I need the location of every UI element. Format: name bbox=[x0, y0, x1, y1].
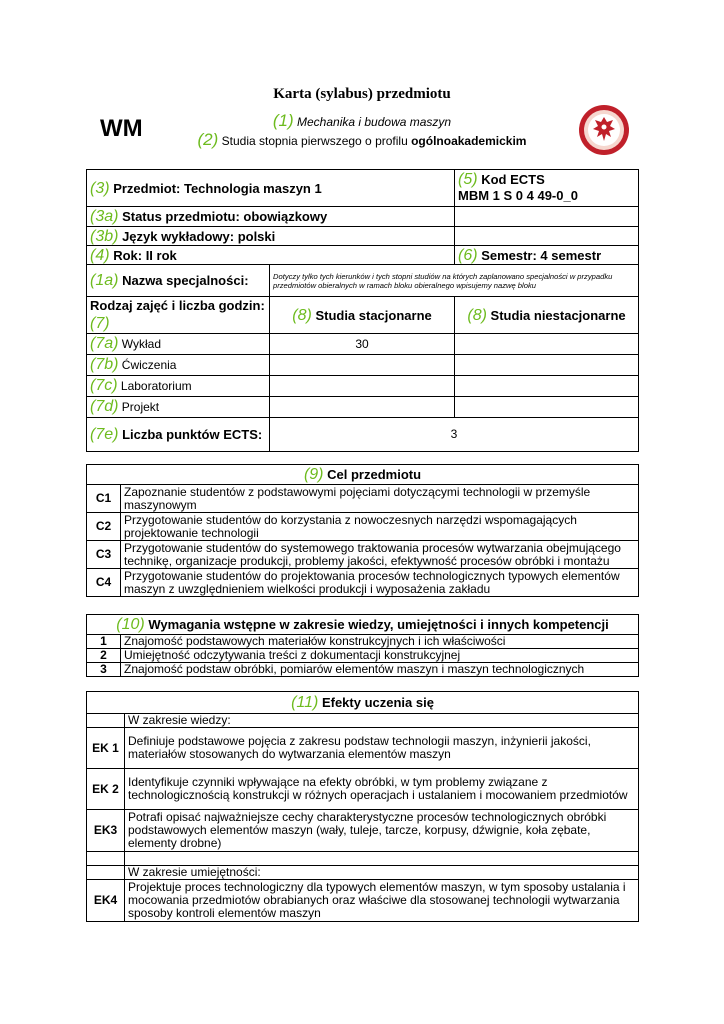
ects-points-label: Liczba punktów ECTS: bbox=[122, 427, 263, 442]
outcome-row bbox=[87, 810, 639, 852]
class-type-label: Wykład bbox=[121, 337, 162, 351]
goal-text: Przygotowanie studentów do korzystania z nowoczesnych narzędzi wspomagających projektowanie technologii bbox=[121, 513, 639, 541]
goal-row bbox=[87, 485, 639, 513]
field-of-study: Mechanika i budowa maszyn bbox=[297, 115, 452, 129]
subject-info-table bbox=[86, 169, 639, 452]
requirements-title: Wymagania wstępne w zakresie wiedzy, umiejętności i innych kompetencji bbox=[148, 617, 609, 632]
requirements-header bbox=[87, 615, 639, 635]
outcome-id: EK 2 bbox=[87, 769, 125, 810]
subject-number: (3) bbox=[90, 179, 110, 197]
outcome-row bbox=[87, 728, 639, 769]
subject-name-cell bbox=[87, 170, 455, 207]
specialty-label: Nazwa specjalności: bbox=[122, 273, 249, 288]
language-cell bbox=[87, 227, 455, 246]
ects-code: MBM 1 S 0 4 49-0_0 bbox=[458, 188, 578, 203]
full-time-label: Studia stacjonarne bbox=[315, 307, 432, 323]
goal-text: Przygotowanie studentów do projektowania procesów technologicznych typowych elementów maszyn z uwzględnieniem wielkości produkcji i wyposażenia zakładu bbox=[121, 569, 639, 597]
requirement-text: Znajomość podstawowych materiałów konstrukcyjnych i ich właściwości bbox=[121, 635, 639, 649]
requirements-table bbox=[86, 614, 639, 677]
requirement-id: 1 bbox=[87, 635, 121, 649]
full-time-hours bbox=[270, 355, 455, 376]
class-type-number: (7a) bbox=[90, 335, 119, 352]
logo-text-wm: WM bbox=[100, 115, 143, 142]
ects-code-cell bbox=[455, 170, 639, 207]
ects-points-label-cell bbox=[87, 418, 270, 452]
outcome-id: EK 1 bbox=[87, 728, 125, 769]
study-profile: ogólnoakademickim bbox=[411, 134, 527, 148]
goal-row bbox=[87, 569, 639, 597]
year-cell bbox=[87, 246, 455, 265]
learning-outcomes-table bbox=[86, 691, 639, 922]
ects-code-number: (5) bbox=[458, 171, 478, 188]
requirement-row bbox=[87, 663, 639, 677]
hours-number: (7) bbox=[90, 315, 110, 332]
hours-row-laboratory bbox=[87, 376, 639, 397]
outcome-id: EK3 bbox=[87, 810, 125, 852]
class-type-label: Laboratorium bbox=[120, 379, 192, 393]
class-type-number: (7d) bbox=[90, 398, 119, 415]
part-time-label: Studia niestacjonarne bbox=[490, 307, 626, 323]
specialty-note: Dotyczy tylko tych kierunków i tych stopni studiów na których zaplanowano specjalności w przypadku przedmiotów obieralnych w ramach bloku obieralnego wpisujemy nazwę bloku bbox=[270, 265, 639, 297]
page-title: Karta (sylabus) przedmiotu bbox=[273, 86, 451, 102]
requirement-row bbox=[87, 635, 639, 649]
requirement-text: Umiejętność odczytywania treści z dokumentacji konstrukcyjnej bbox=[121, 649, 639, 663]
part-time-hours bbox=[455, 376, 639, 397]
knowledge-section-header: W zakresie wiedzy: bbox=[125, 714, 639, 728]
requirements-number: (10) bbox=[116, 616, 145, 633]
skills-section-header: W zakresie umiejętności: bbox=[125, 866, 639, 880]
part-time-hours bbox=[455, 334, 639, 355]
goal-row bbox=[87, 513, 639, 541]
full-time-hours: 30 bbox=[270, 334, 455, 355]
part-time-number: (8) bbox=[467, 306, 487, 324]
full-time-header bbox=[270, 297, 455, 334]
outcome-text: Identyfikuje czynniki wpływające na efekty obróbki, w tym problemy związane z technologicznością konstrukcji w różnych operacjach i ustalaniem i mocowaniem przedmiotów bbox=[125, 769, 639, 810]
year-number: (4) bbox=[90, 246, 110, 264]
study-level-number: (2) bbox=[197, 130, 219, 149]
goals-header bbox=[87, 465, 639, 485]
empty-cell bbox=[87, 714, 125, 728]
class-type-number: (7c) bbox=[90, 377, 118, 394]
year: Rok: II rok bbox=[113, 247, 177, 263]
part-time-hours bbox=[455, 355, 639, 376]
part-time-header bbox=[455, 297, 639, 334]
ects-points-number: (7e) bbox=[90, 426, 119, 443]
subject-status: Status przedmiotu: obowiązkowy bbox=[122, 209, 328, 224]
empty-cell bbox=[455, 227, 639, 246]
outcome-row bbox=[87, 880, 639, 922]
status-cell bbox=[87, 207, 455, 227]
outcome-text: Potrafi opisać najważniejsze cechy charakterystyczne procesów technologicznych obróbki podstawowych elementów maszyn (wały, tuleje, tarcze, korpusy, dźwignie, koła zębate, elementy drobne) bbox=[125, 810, 639, 852]
goal-id: C2 bbox=[87, 513, 121, 541]
study-level-text: Studia stopnia pierwszego o profilu bbox=[221, 134, 412, 148]
outcome-text: Definiuje podstawowe pojęcia z zakresu podstaw technologii maszyn, inżynierii jakości, materiałów stosowanych do wytwarzania elementów maszyn bbox=[125, 728, 639, 769]
goal-row bbox=[87, 541, 639, 569]
outcomes-number: (11) bbox=[291, 694, 319, 711]
hours-row-lecture bbox=[87, 334, 639, 355]
empty-cell bbox=[87, 852, 125, 866]
semester: Semestr: 4 semestr bbox=[481, 247, 602, 263]
outcomes-title: Efekty uczenia się bbox=[321, 695, 434, 710]
hours-label-cell bbox=[87, 297, 270, 334]
subject-name: Przedmiot: Technologia maszyn 1 bbox=[113, 180, 322, 196]
full-time-number: (8) bbox=[292, 306, 312, 324]
language: Język wykładowy: polski bbox=[122, 228, 276, 244]
class-type-label: Projekt bbox=[121, 400, 160, 414]
class-type-number: (7b) bbox=[90, 356, 119, 373]
goal-text: Zapoznanie studentów z podstawowymi pojęciami dotyczącymi technologii w przemyśle maszynowym bbox=[121, 485, 639, 513]
full-time-hours bbox=[270, 397, 455, 418]
empty-cell bbox=[87, 866, 125, 880]
empty-cell bbox=[125, 852, 639, 866]
ects-points: 3 bbox=[270, 418, 639, 452]
outcome-text: Projektuje proces technologiczny dla typowych elementów maszyn, w tym sposoby ustalania i mocowania przedmiotów obrabianych oraz właściwe dla stosowanej technologii wytwarzania sposoby kontroli elementów maszyn bbox=[125, 880, 639, 922]
requirement-id: 3 bbox=[87, 663, 121, 677]
hours-row-exercises bbox=[87, 355, 639, 376]
goal-id: C3 bbox=[87, 541, 121, 569]
hours-label: Rodzaj zajęć i liczba godzin: bbox=[90, 298, 265, 313]
class-type-cell bbox=[87, 355, 270, 376]
goals-number: (9) bbox=[303, 466, 324, 483]
goal-id: C1 bbox=[87, 485, 121, 513]
requirement-text: Znajomość podstaw obróbki, pomiarów elementów maszyn i maszyn technologicznych bbox=[121, 663, 639, 677]
semester-cell bbox=[455, 246, 639, 265]
hours-row-project bbox=[87, 397, 639, 418]
semester-number: (6) bbox=[458, 246, 478, 264]
specialty-number: (1a) bbox=[90, 272, 119, 289]
class-type-cell bbox=[87, 376, 270, 397]
class-type-cell bbox=[87, 397, 270, 418]
outcome-row bbox=[87, 769, 639, 810]
full-time-hours bbox=[270, 376, 455, 397]
specialty-label-cell bbox=[87, 265, 270, 297]
field-number: (1) bbox=[272, 111, 294, 130]
part-time-hours bbox=[455, 397, 639, 418]
goals-table bbox=[86, 464, 639, 597]
goals-title: Cel przedmiotu bbox=[327, 467, 422, 482]
goal-text: Przygotowanie studentów do systemowego traktowania procesów wytwarzania obejmującego technikę, organizacje produkcji, problemy jakości, efektywność procesów obróbki i montażu bbox=[121, 541, 639, 569]
class-type-cell bbox=[87, 334, 270, 355]
ects-code-label: Kod ECTS bbox=[481, 172, 545, 187]
class-type-label: Ćwiczenia bbox=[121, 358, 177, 372]
empty-cell bbox=[455, 207, 639, 227]
outcome-id: EK4 bbox=[87, 880, 125, 922]
requirement-id: 2 bbox=[87, 649, 121, 663]
university-emblem-icon bbox=[577, 103, 631, 157]
requirement-row bbox=[87, 649, 639, 663]
language-number: (3b) bbox=[90, 227, 119, 245]
outcomes-header bbox=[87, 692, 639, 714]
status-number: (3a) bbox=[90, 208, 119, 225]
goal-id: C4 bbox=[87, 569, 121, 597]
